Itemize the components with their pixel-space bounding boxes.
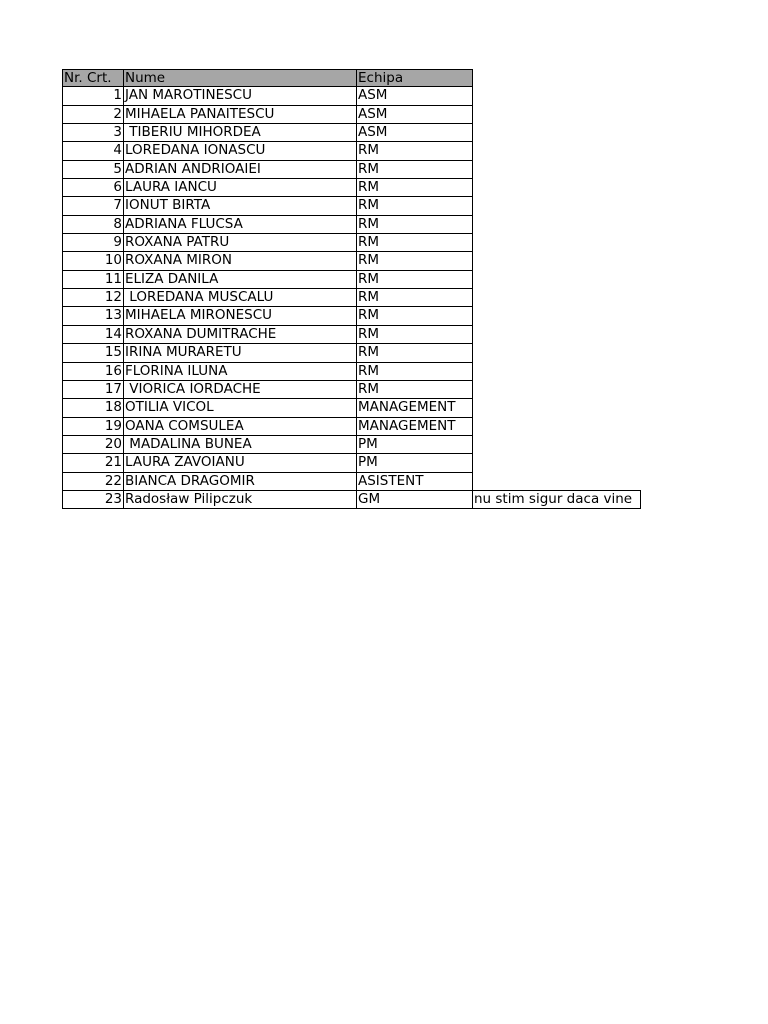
cell-nume[interactable]: JAN MAROTINESCU (124, 87, 357, 105)
cell-nr-crt[interactable]: 15 (62, 344, 124, 362)
cell-echipa[interactable]: RM (357, 161, 473, 179)
cell-nume[interactable]: OTILIA VICOL (124, 399, 357, 417)
cell-nr-crt[interactable]: 4 (62, 142, 124, 160)
cell-note[interactable]: nu stim sigur daca vine (473, 490, 641, 509)
cell-echipa[interactable]: RM (357, 142, 473, 160)
cell-nume[interactable]: ADRIAN ANDRIOAIEI (124, 161, 357, 179)
cell-nr-crt[interactable]: 6 (62, 179, 124, 197)
cell-nr-crt[interactable]: 11 (62, 271, 124, 289)
cell-nume[interactable]: ELIZA DANILA (124, 271, 357, 289)
header-echipa[interactable]: Echipa (357, 69, 473, 87)
table-header-row (62, 69, 641, 87)
spreadsheet-table (62, 69, 641, 509)
cell-nr-crt[interactable]: 19 (62, 418, 124, 436)
cell-echipa[interactable]: ASISTENT (357, 473, 473, 491)
cell-echipa[interactable]: GM (357, 491, 473, 509)
cell-echipa[interactable]: RM (357, 326, 473, 344)
cell-echipa[interactable]: RM (357, 197, 473, 215)
cell-echipa[interactable]: MANAGEMENT (357, 399, 473, 417)
table-row (62, 234, 641, 252)
table-row (62, 216, 641, 234)
cell-echipa[interactable]: RM (357, 179, 473, 197)
cell-nume[interactable]: IONUT BIRTA (124, 197, 357, 215)
table-row (62, 381, 641, 399)
cell-echipa[interactable]: RM (357, 344, 473, 362)
cell-nr-crt[interactable]: 1 (62, 87, 124, 105)
cell-nume[interactable]: MIHAELA PANAITESCU (124, 106, 357, 124)
cell-echipa[interactable]: RM (357, 216, 473, 234)
table-row (62, 289, 641, 307)
header-nr-crt[interactable]: Nr. Crt. (62, 69, 124, 87)
cell-nume[interactable]: ROXANA PATRU (124, 234, 357, 252)
cell-nume[interactable]: BIANCA DRAGOMIR (124, 473, 357, 491)
table-row (62, 473, 641, 491)
table-row (62, 161, 641, 179)
cell-echipa[interactable]: RM (357, 381, 473, 399)
cell-nr-crt[interactable]: 22 (62, 473, 124, 491)
cell-nume[interactable]: MIHAELA MIRONESCU (124, 307, 357, 325)
cell-nume[interactable]: MADALINA BUNEA (124, 436, 357, 454)
cell-nume[interactable]: OANA COMSULEA (124, 418, 357, 436)
cell-nr-crt[interactable]: 14 (62, 326, 124, 344)
cell-nr-crt[interactable]: 21 (62, 454, 124, 472)
table-row (62, 436, 641, 454)
cell-nr-crt[interactable]: 20 (62, 436, 124, 454)
table-row (62, 179, 641, 197)
cell-echipa[interactable]: RM (357, 289, 473, 307)
cell-nume[interactable]: ROXANA DUMITRACHE (124, 326, 357, 344)
table-row (62, 344, 641, 362)
table-row (62, 363, 641, 381)
cell-nume[interactable]: LOREDANA IONASCU (124, 142, 357, 160)
table-row (62, 271, 641, 289)
cell-echipa[interactable]: RM (357, 271, 473, 289)
cell-echipa[interactable]: ASM (357, 106, 473, 124)
cell-nr-crt[interactable]: 16 (62, 363, 124, 381)
cell-echipa[interactable]: RM (357, 234, 473, 252)
cell-echipa[interactable]: RM (357, 307, 473, 325)
cell-nr-crt[interactable]: 2 (62, 106, 124, 124)
cell-nume[interactable]: ADRIANA FLUCSA (124, 216, 357, 234)
cell-nume[interactable]: VIORICA IORDACHE (124, 381, 357, 399)
cell-nr-crt[interactable]: 3 (62, 124, 124, 142)
table-row (62, 106, 641, 124)
cell-nr-crt[interactable]: 9 (62, 234, 124, 252)
cell-nume[interactable]: LAURA IANCU (124, 179, 357, 197)
cell-nume[interactable]: ROXANA MIRON (124, 252, 357, 270)
cell-echipa[interactable]: MANAGEMENT (357, 418, 473, 436)
table-row (62, 491, 641, 509)
cell-nr-crt[interactable]: 5 (62, 161, 124, 179)
cell-nume[interactable]: Radosław Pilipczuk (124, 491, 357, 509)
table-row (62, 142, 641, 160)
cell-echipa[interactable]: PM (357, 436, 473, 454)
cell-nume[interactable]: FLORINA ILUNA (124, 363, 357, 381)
table-row (62, 454, 641, 472)
cell-nr-crt[interactable]: 17 (62, 381, 124, 399)
cell-nume[interactable]: IRINA MURARETU (124, 344, 357, 362)
table-row (62, 87, 641, 105)
table-row (62, 197, 641, 215)
table-row (62, 326, 641, 344)
cell-nr-crt[interactable]: 13 (62, 307, 124, 325)
cell-nr-crt[interactable]: 23 (62, 491, 124, 509)
table-row (62, 307, 641, 325)
cell-nume[interactable]: LOREDANA MUSCALU (124, 289, 357, 307)
cell-nr-crt[interactable]: 12 (62, 289, 124, 307)
cell-echipa[interactable]: PM (357, 454, 473, 472)
table-body (62, 87, 641, 509)
cell-echipa[interactable]: ASM (357, 124, 473, 142)
cell-nume[interactable]: LAURA ZAVOIANU (124, 454, 357, 472)
header-nume[interactable]: Nume (124, 69, 357, 87)
table-row (62, 252, 641, 270)
table-row (62, 418, 641, 436)
cell-nr-crt[interactable]: 7 (62, 197, 124, 215)
cell-echipa[interactable]: RM (357, 252, 473, 270)
table-row (62, 124, 641, 142)
table-row (62, 399, 641, 417)
cell-nr-crt[interactable]: 8 (62, 216, 124, 234)
cell-nume[interactable]: TIBERIU MIHORDEA (124, 124, 357, 142)
cell-nr-crt[interactable]: 18 (62, 399, 124, 417)
cell-echipa[interactable]: ASM (357, 87, 473, 105)
cell-nr-crt[interactable]: 10 (62, 252, 124, 270)
cell-echipa[interactable]: RM (357, 363, 473, 381)
